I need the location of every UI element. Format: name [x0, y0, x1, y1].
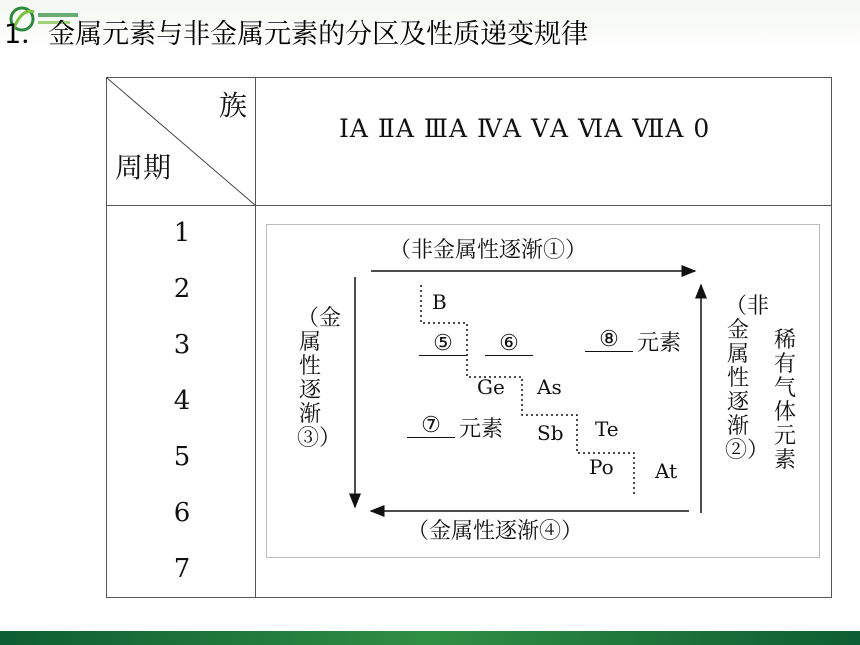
bottom-arrow-label: （金属性逐渐④）	[407, 519, 584, 544]
periodic-table-frame	[106, 77, 832, 598]
metal-nonmetal-diagram	[266, 224, 820, 558]
period-number: 4	[173, 386, 191, 416]
top-arrow-label: （非金属性逐渐①）	[389, 238, 588, 263]
element-ge: Ge	[477, 375, 505, 399]
blank-eight: ⑧	[585, 329, 633, 352]
group-header-label: 族	[219, 89, 248, 122]
period-number: 7	[173, 554, 191, 584]
element-sb: Sb	[537, 421, 564, 445]
period-header-label: 周期	[115, 151, 172, 184]
element-po: Po	[589, 455, 614, 479]
blank-six: ⑥	[485, 333, 533, 356]
period-number: 1	[173, 218, 191, 248]
element-b: B	[432, 290, 447, 314]
period-number: 3	[173, 330, 191, 360]
yuansu-label-8: 元素	[637, 331, 682, 356]
period-numbers-column	[167, 210, 197, 602]
column-divider	[255, 78, 256, 597]
element-at: At	[655, 459, 678, 483]
left-vertical-label: （金属性逐渐③）	[297, 306, 342, 451]
element-as: As	[537, 375, 562, 399]
slide-title: 1．金属元素与非金属元素的分区及性质递变规律	[4, 19, 589, 50]
group-numbers-row: ⅠA ⅡA ⅢA ⅣA ⅤA ⅥA ⅦA 0	[339, 114, 711, 143]
footer-bar	[0, 631, 860, 645]
row-divider	[107, 205, 831, 206]
noble-gas-label: 稀有气体元素	[773, 328, 796, 473]
period-number: 6	[173, 498, 191, 528]
blank-seven: ⑦	[407, 415, 455, 438]
yuansu-label-7: 元素	[459, 417, 504, 442]
blank-five: ⑤	[419, 333, 467, 356]
element-te: Te	[595, 417, 619, 441]
period-number: 2	[173, 274, 191, 304]
right-vertical-label: （非金属性逐渐②）	[725, 294, 770, 463]
period-number: 5	[173, 442, 191, 472]
